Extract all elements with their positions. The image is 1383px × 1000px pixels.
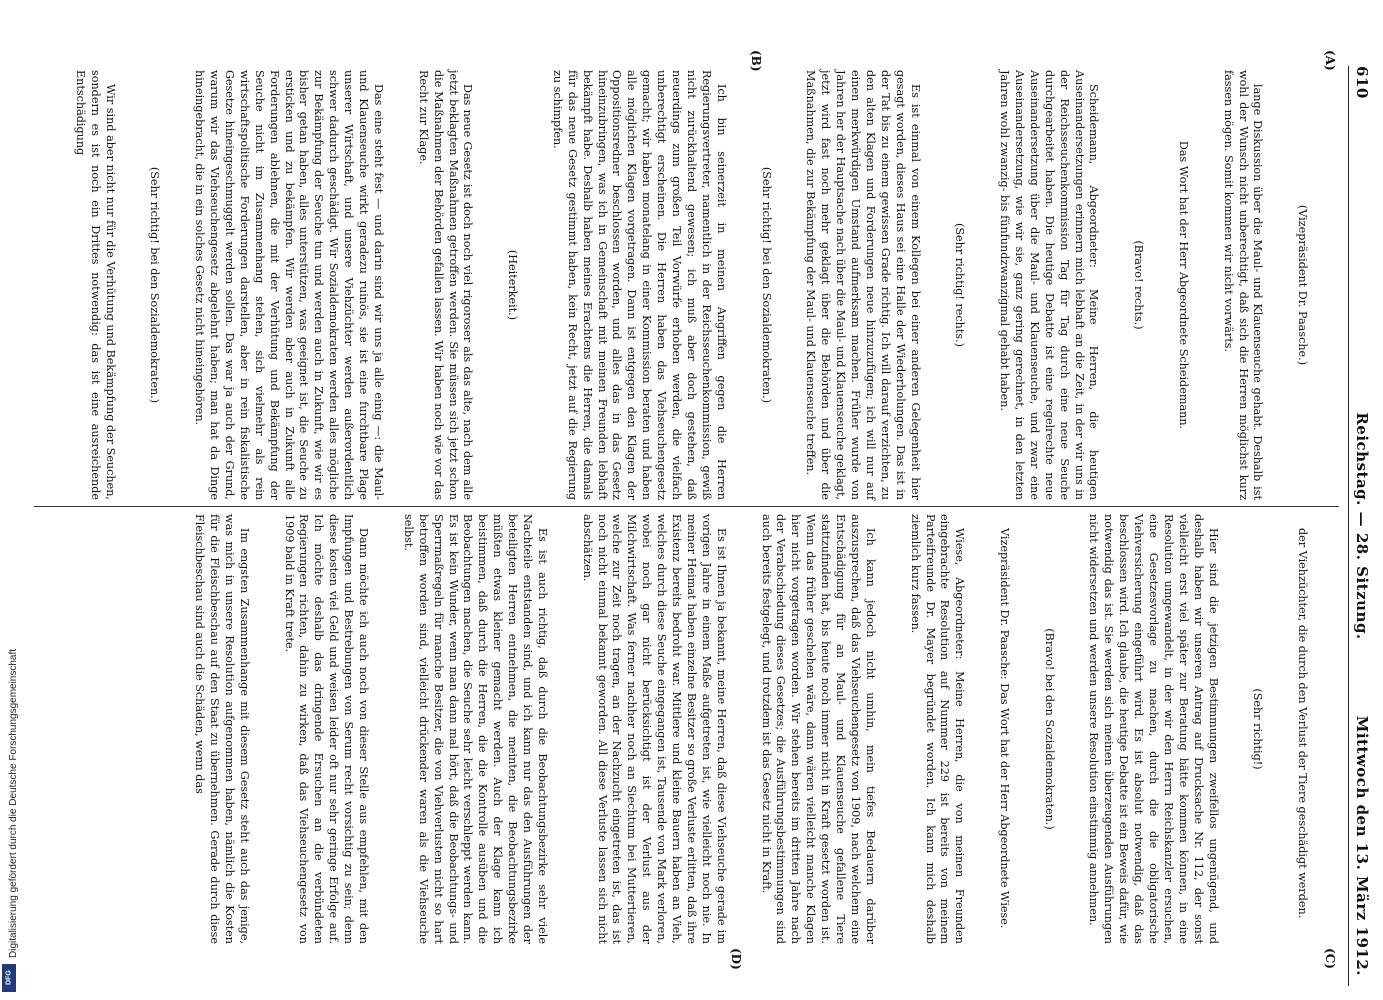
margin-mark-a: (A) [1323, 50, 1337, 71]
paragraph: Ich bin seinerzeit in meinen Angriffen gegen die Herren Regierungsvertreter, namentlich in der Reichsseuchenkommission, gewiß nicht zurückhaltend gewesen; ich muß aber doch gestehen, daß neuerdings zum großen Teil Vorwürfe erhoben werden, die vielfach unberechtigt erscheinen. Die Herren haben das Viehseuchengesetz gemacht; wir haben monatelang in einer Kommission beraten und haben alle möglichen Klagen vorgetragen. Dann ist entgegen den Klagen der Oppositionsredner beschlossen worden, und alles das in das Gesetz hineinzubringen, was ich in Gemeinschaft mit meinen Freunden lebhaft bekämpft habe. Deshalb haben meines Erachtens die Herren, die damals für das neue Gesetz gestimmt haben, kein Recht, jetzt auf die Regierung zu schimpfen. [550, 70, 728, 504]
paragraph: Das neue Gesetz ist doch noch viel rigoroser als das alte, nach dem alle jetzt beklagten Maßnahmen getroffen werden. Sie müssen sich jetzt schon die Maßnahmen der Behörden gefallen lassen. Wir haben noch wie vor das Recht zur Klage. [416, 70, 475, 504]
dfg-logo-icon: DFG [2, 964, 16, 992]
paragraph: Es ist auch richtig, daß durch die Beobachtungsbezirke sehr viele Nachteile entstanden sind, und ich kann nur das den Ausführungen der beteiligten Herren entnehmen, die meinten, die Beobachtungsbezirke müßten etwas kleiner gemacht werden. Auch der Klage kann ich beistimmen, daß durch die Herren, die die Kontrolle ausüben und die Beobachtungen machen, die Seuche sehr leicht verschleppt werden kann. Es ist kein Wunder, wenn man dann mal hört, daß die Beobachtungs- und Sperrmaßregeln für manche Besitzer, die von Viehverlusten nicht so hart betroffen worden sind, vielleicht drückender waren als die Viehseuche selbst. [401, 514, 549, 948]
paragraph: Vizepräsident Dr. Paasche: Das Wort hat der Herr Abgeordnete Wiese. [998, 528, 1012, 929]
paragraph: lange Diskussion über die Maul- und Klauenseuche gehabt. Deshalb ist wohl der Wunsch nicht unberechtigt, daß sich die Herren möglichst kurz fassen mögen. Somit kommen wir nicht vorwärts. [1221, 70, 1265, 504]
paragraph: Im engsten Zusammenhange mit diesem Gesetz steht auch das jenige, was mich in unsere Resolution aufgenommen haben, nämlich die Kosten für die Fleischbeschau auf den Staat zu übernehmen. Gerade durch diese Fleischbeschau sind auch die Schäden, wenn das [193, 514, 251, 948]
margin-mark-d: (D) [729, 948, 743, 970]
interjection: (Bravo! bei den Sozialdemokraten.) [1042, 628, 1056, 830]
paragraph: Ich kann jedoch nicht umhin, mein tiefes Bedauern darüber auszusprechen, daß das Viehseuchengesetz von 1909, nach welchem eine Entschädigung für an Maul- und Klauenseuche gefallene Tiere stattzufinden hat, bis heute noch immer nicht in Kraft gesetzt worden ist. Wenn das früher geschehen wäre, dann wären vielleicht manche Klagen hier nicht vorgetragen worden. Wir stehen bereits im dritten Jahre nach der Verabschiedung dieses Gesetzes; die Ausführungsbestimmungen sind auch bereits festgelegt, und trotzdem ist das Gesetz nicht in Kraft. [759, 514, 877, 948]
paragraph: Hier sind die jetzigen Bestimmungen zweifellos ungenügend, und deshalb haben wir unseren Antrag auf Drucksache Nr. 112, der sonst vielleicht erst viel später zur Beratung hätte kommen können, in eine Resolution umgewandelt, in der wir den Herrn Reichskanzler ersuchen, eine Gesetzesvorlage zu machen, durch die die obligatorische Viehversicherung eingeführt wird. Es ist absolut notwendig, daß das beschlossen wird. Ich glaube, die heutige Debatte ist ein Beweis dafür, wie notwendig das ist. Sie werden sich meinen überzeugenden Ausführungen nicht widersetzen und werden unsere Resolution einstimmig annehmen. [1087, 514, 1220, 948]
page-date: Mittwoch den 13. März 1912. [1353, 715, 1371, 976]
interjection: (Heiterkeit.) [506, 249, 520, 321]
interjection: (Sehr richtig!) [1251, 688, 1265, 770]
page-header [1347, 66, 1375, 986]
paragraph: Wir sind aber nicht nur für die Verhütung und Bekämpfung der Seuchen, sondern es ist noch ein Drittes notwendig: das ist eine ausreichende Entschädigung [73, 70, 117, 504]
interjection: (Sehr richtig! bei den Sozialdemokraten.) [759, 166, 773, 404]
margin-mark-c: (C) [1323, 948, 1337, 969]
right-text-column [34, 514, 1339, 948]
speaker-note: (Vizepräsident Dr. Paasche.) [1296, 204, 1310, 366]
paragraph: Dann möchte ich auch noch von dieser Stelle aus empfehlen, mit den Impfungen und Bestrebungen von Serum recht vorsichtig zu sein; denn diese kosten viel Geld und weisen leider oft nur sehr geringe Erfolge auf. Ich möchte deshalb das dringende Ersuchen an die verbündeten Regierungen richten, dahin zu wirken, daß das Viehseuchengesetz von 1909 bald in Kraft trete. [282, 514, 371, 948]
left-text-column [34, 70, 1339, 504]
paragraph: Es ist einmal von einem Kollegen bei einer anderen Gelegenheit hier gesagt worden, dieses Haus sei eine Halle der Wiederholungen. Das ist in der Tat bis zu einem gewissen Grade richtig. Ich will darauf verzichten, zu den alten Klagen und Forderungen neue hinzuzufügen; ich will nur auf einen merkwürdigen Umstand aufmerksam machen. Früher wurde von Jahren her der Hauptsache nach über die Maul- und Klauenseuche geklagt, jetzt wird fast noch mehr geklagt über die Behörden und über die Maßnahmen, die zur Bekämpfung der Maul- und Klauenseuche treffen. [804, 70, 922, 504]
page-title: Reichstag. — 28. Sitzung. [1353, 412, 1371, 640]
credit-text: Digitalisierung gefördert durch die Deutsche Forschungsgemeinschaft [8, 648, 19, 958]
paragraph: Wiese, Abgeordneter: Meine Herren, die von meinen Freunden eingebrachte Resolution auf Nummer 229 ist bereits von meinem Parteifreunde Dr. Mayer begründet worden. Ich kann mich deshalb ziemlich kurz fassen. [908, 514, 967, 948]
paragraph: Das eine steht fest — und darin sind wir uns ja alle einig —: die Maul- und Klauenseuche wirkt geradezu ruinös, sie ist eine furchtbare Plage unserer Wirtschaft, und unsere Viehzüchter werden außerordentlich schwer dadurch geschädigt. Wir Sozialdemokraten werden alles mögliche zur Bekämpfung der Seuche tun und werden auch in Zukunft, wie wir es bisher getan haben, alles unterstützen, was geeignet ist, die Seuche zu ersticken und zu bekämpfen. Wir werden aber auch in Zukunft alle Forderungen ablehnen, die mit der Verhütung und Bekämpfung der Seuche nicht im Zusammenhang stehen, sich vielmehr als rein wirtschaftspolitische Forderungen darstellen, aber in rein fiskalistische Gesetze hineingeschmuggelt werden sollen. Das war ja auch der Grund, warum wir das Viehseuchengesetz abgelehnt haben; man hat da Dinge hineingebracht, die in ein solches Gesetz nicht hineingehören. [193, 70, 385, 504]
interjection: (Bravo! rechts.) [1132, 240, 1146, 330]
interjection: (Sehr richtig! rechts.) [953, 222, 967, 348]
page-number: 610 [1353, 66, 1371, 99]
digitization-credit [6, 340, 24, 960]
paragraph: Das Wort hat der Herr Abgeordnete Scheidemann. [1176, 140, 1190, 430]
paragraph: der Viehzüchter, die durch den Verlust der Tiere geschädigt werden. [1296, 528, 1310, 919]
margin-mark-b: (B) [749, 50, 763, 72]
paragraph: Scheidemann, Abgeordneter: Meine Herren, die heutigen Auseinandersetzungen erinnern mich lebhaft an die Zeit, in der wir uns in der Reichsseuchenkommission Tag für Tag durch eine neue Seuche durchgearbeitet haben. Die heutige Debatte ist eine regelrechte neue Auseinandersetzung über die Maul- und Klauenseuche, und zwar eine Auseinandersetzung, wie wir sie, ganz gering gerechnet, in den letzten Jahren wohl zwanzig- bis fünfundzwanzigmal gehabt haben. [998, 70, 1101, 504]
header-rule [1348, 66, 1349, 986]
column-divider [34, 506, 1339, 507]
interjection: (Sehr richtig! bei den Sozialdemokraten.) [148, 166, 162, 404]
paragraph: Es ist Ihnen ja bekannt, meine Herren, daß diese Viehseuche gerade im vorigen Jahre in einem Maße aufgetreten ist, wie vielleicht noch nie. In meiner Heimat haben einzelne Besitzer so große Verluste erlitten, daß ihre Existenz bereits bedroht war. Mittlere und kleine Bauern haben an Vieh, welches durch diese Seuche eingegangen ist, Tausende von Mark verloren, wobei noch gar nicht berücksichtigt ist der Verlust aus der Milchwirtschaft. Was ferner nachher noch an Siechtum bei Muttertieren, welche zur Zeit noch tragen, an der Nachzucht eingetreten ist, das ist noch nicht einmal bekannt geworden. All diese Verluste lassen sich nicht abschätzen. [580, 514, 728, 948]
